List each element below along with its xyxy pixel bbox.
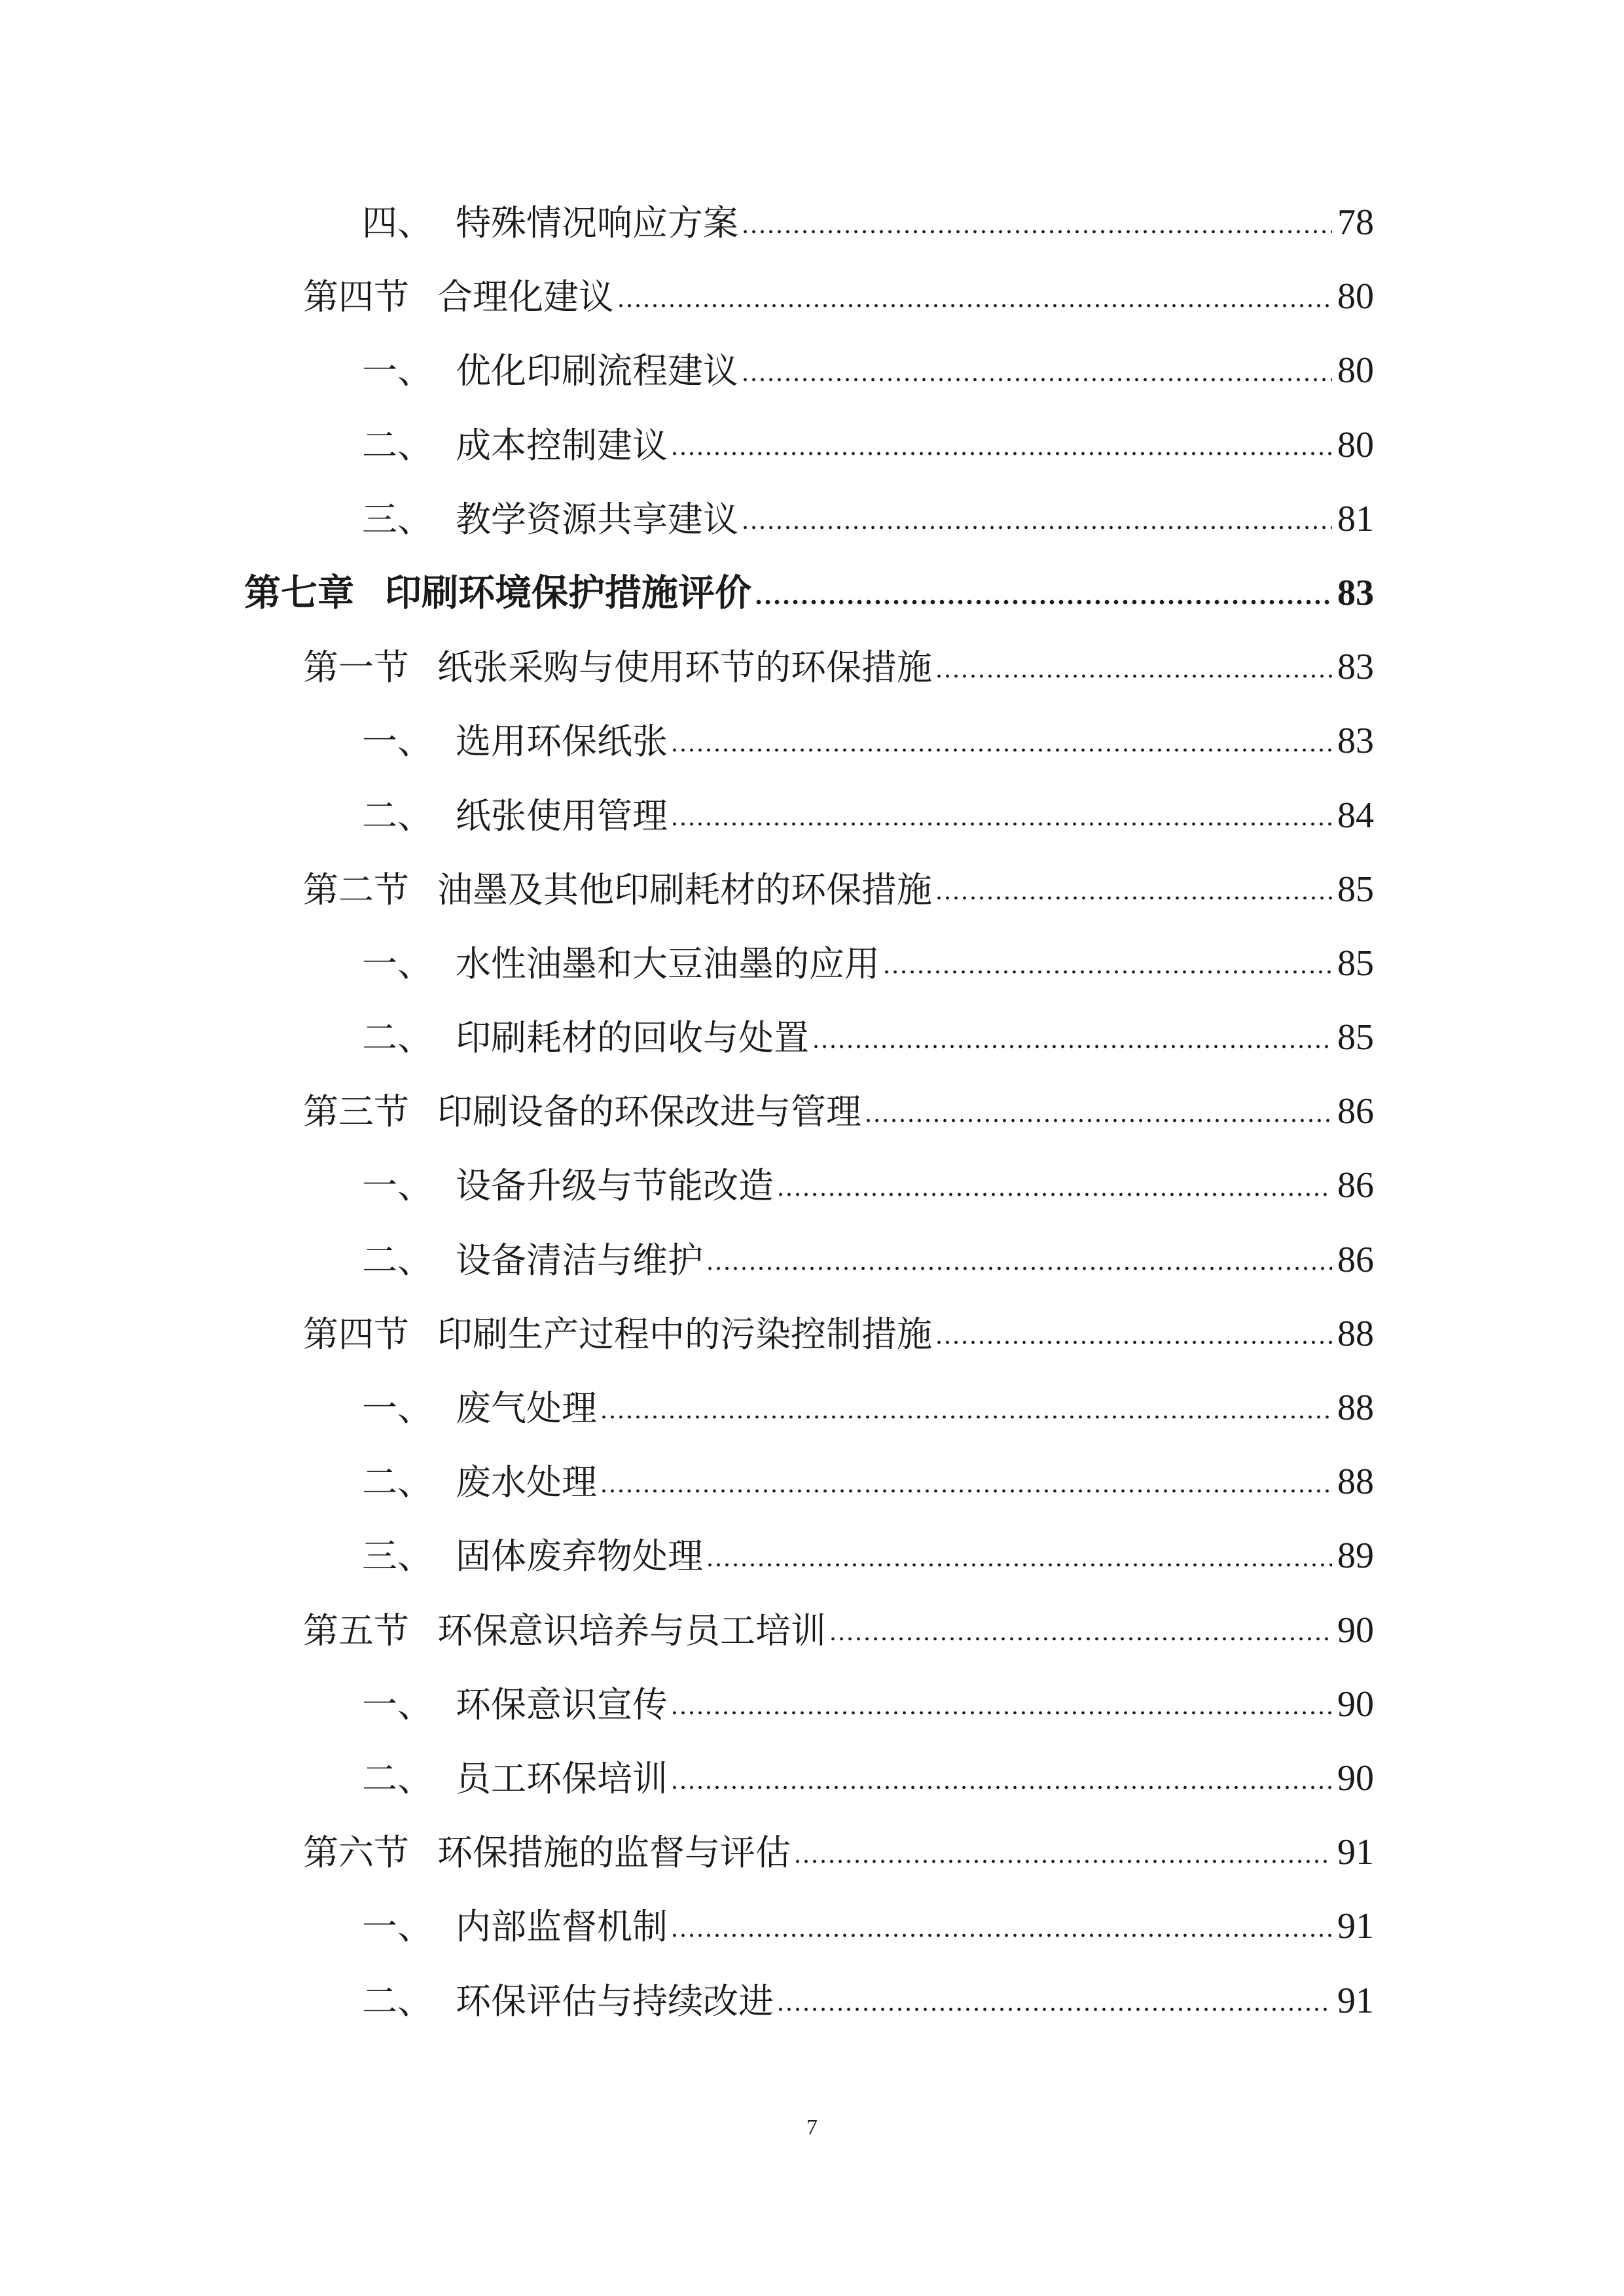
toc-entry-marker: 四、 bbox=[362, 202, 433, 243]
toc-entry-section[interactable] bbox=[0, 630, 1624, 704]
toc-entry-row bbox=[362, 334, 1374, 408]
toc-entry-row bbox=[362, 1445, 1374, 1519]
toc-entry-title: 环保意识培养与员工培训 bbox=[437, 1609, 826, 1651]
dot-leader bbox=[829, 1637, 1332, 1641]
toc-entry-title: 印刷生产过程中的污染控制措施 bbox=[437, 1313, 932, 1355]
toc-entry-page-number: 83 bbox=[1337, 647, 1374, 688]
toc-entry-page-number: 80 bbox=[1337, 276, 1374, 317]
toc-entry-item[interactable] bbox=[0, 1668, 1624, 1742]
toc-entry-row bbox=[362, 186, 1374, 260]
toc-entry-row bbox=[303, 1075, 1374, 1149]
toc-entry-title: 环保意识宣传 bbox=[456, 1683, 668, 1725]
toc-entry-item[interactable] bbox=[0, 779, 1624, 853]
toc-entry-marker: 一、 bbox=[362, 1165, 433, 1207]
toc-entry-row bbox=[303, 630, 1374, 704]
toc-entry-page-number: 81 bbox=[1337, 498, 1374, 539]
toc-entry-section[interactable] bbox=[0, 1816, 1624, 1890]
toc-entry-title: 水性油墨和大豆油墨的应用 bbox=[456, 942, 880, 984]
toc-entry-chapter[interactable] bbox=[0, 556, 1624, 630]
toc-entry-row bbox=[362, 1149, 1374, 1223]
toc-entry-title: 纸张使用管理 bbox=[456, 795, 668, 836]
toc-entry-page-number: 85 bbox=[1337, 1017, 1374, 1058]
dot-leader bbox=[935, 674, 1332, 678]
toc-entry-marker: 第二节 bbox=[303, 869, 409, 910]
toc-entry-item[interactable] bbox=[0, 1371, 1624, 1445]
toc-entry-row bbox=[362, 1519, 1374, 1593]
toc-entry-marker: 二、 bbox=[362, 1980, 433, 2022]
toc-entry-page-number: 89 bbox=[1337, 1535, 1374, 1577]
toc-entry-page-number: 90 bbox=[1337, 1683, 1374, 1725]
toc-entry-item[interactable] bbox=[0, 1149, 1624, 1223]
toc-entry-section[interactable] bbox=[0, 1297, 1624, 1371]
toc-entry-title: 废水处理 bbox=[456, 1462, 597, 1503]
toc-entry-page-number: 80 bbox=[1337, 424, 1374, 465]
toc-entry-page-number: 90 bbox=[1337, 1757, 1374, 1799]
toc-entry-row bbox=[303, 1297, 1374, 1371]
toc-entry-item[interactable] bbox=[0, 1519, 1624, 1593]
dot-leader bbox=[670, 1933, 1332, 1937]
toc-entry-page-number: 91 bbox=[1337, 1980, 1374, 2021]
toc-entry-marker: 一、 bbox=[362, 1388, 433, 1429]
toc-entry-row bbox=[362, 704, 1374, 778]
toc-entry-title: 环保评估与持续改进 bbox=[456, 1980, 774, 2022]
toc-entry-marker: 二、 bbox=[362, 1239, 433, 1281]
dot-leader bbox=[600, 1415, 1332, 1419]
toc-entry-title: 印刷设备的环保改进与管理 bbox=[437, 1091, 861, 1133]
toc-entry-section[interactable] bbox=[0, 853, 1624, 927]
toc-entry-item[interactable] bbox=[0, 1964, 1624, 2038]
dot-leader bbox=[776, 1193, 1332, 1196]
toc-entry-marker: 二、 bbox=[362, 1017, 433, 1059]
toc-entry-marker: 二、 bbox=[362, 795, 433, 836]
toc-entry-item[interactable] bbox=[0, 1001, 1624, 1075]
toc-entry-marker: 第四节 bbox=[303, 276, 409, 318]
toc-entry-title: 员工环保培训 bbox=[456, 1757, 668, 1799]
toc-entry-page-number: 88 bbox=[1337, 1462, 1374, 1503]
toc-entry-row bbox=[362, 1223, 1374, 1297]
dot-leader bbox=[776, 2007, 1332, 2011]
toc-entry-item[interactable] bbox=[0, 482, 1624, 556]
toc-entry-page-number: 80 bbox=[1337, 350, 1374, 391]
dot-leader bbox=[670, 822, 1332, 826]
dot-leader bbox=[600, 1489, 1332, 1493]
toc-entry-marker: 三、 bbox=[362, 498, 433, 540]
toc-entry-title: 特殊情况响应方案 bbox=[456, 202, 738, 243]
toc-entry-title: 纸张采购与使用环节的环保措施 bbox=[437, 647, 932, 689]
toc-entry-page-number: 86 bbox=[1337, 1165, 1374, 1206]
toc-entry-marker: 一、 bbox=[362, 1683, 433, 1725]
toc-entry-item[interactable] bbox=[0, 408, 1624, 482]
dot-leader bbox=[754, 600, 1332, 605]
toc-entry-title: 合理化建议 bbox=[437, 276, 614, 318]
toc-entry-item[interactable] bbox=[0, 1890, 1624, 1964]
toc-entry-row bbox=[362, 408, 1374, 482]
toc-entry-row bbox=[362, 779, 1374, 853]
toc-entry-marker: 一、 bbox=[362, 942, 433, 984]
toc-entry-marker: 二、 bbox=[362, 1462, 433, 1503]
toc-entry-page-number: 85 bbox=[1337, 942, 1374, 984]
dot-leader bbox=[882, 970, 1332, 974]
toc-entry-title: 内部监督机制 bbox=[456, 1906, 668, 1948]
toc-entry-row bbox=[362, 1890, 1374, 1964]
toc-entry-row bbox=[303, 853, 1374, 927]
toc-entry-marker: 第一节 bbox=[303, 647, 409, 689]
toc-entry-row bbox=[303, 1594, 1374, 1668]
toc-entry-marker: 第七章 bbox=[244, 571, 354, 615]
toc-entry-title: 选用环保纸张 bbox=[456, 721, 668, 762]
toc-entry-marker: 第六节 bbox=[303, 1832, 409, 1874]
dot-leader bbox=[741, 230, 1332, 234]
toc-entry-title: 油墨及其他印刷耗材的环保措施 bbox=[437, 869, 932, 910]
dot-leader bbox=[617, 304, 1332, 308]
toc-entry-row bbox=[362, 1001, 1374, 1075]
toc-entry-title: 固体废弃物处理 bbox=[456, 1535, 703, 1577]
toc-entry-title: 设备升级与节能改造 bbox=[456, 1165, 774, 1207]
dot-leader bbox=[706, 1266, 1332, 1270]
dot-leader bbox=[935, 896, 1332, 900]
toc-entry-item[interactable] bbox=[0, 704, 1624, 778]
toc-entry-page-number: 90 bbox=[1337, 1609, 1374, 1651]
dot-leader bbox=[670, 1785, 1332, 1789]
toc-entry-title: 环保措施的监督与评估 bbox=[437, 1832, 791, 1874]
table-of-contents bbox=[0, 186, 1624, 2038]
toc-entry-row bbox=[362, 1371, 1374, 1445]
toc-entry-page-number: 83 bbox=[1337, 721, 1374, 762]
toc-entry-page-number: 91 bbox=[1337, 1832, 1374, 1873]
toc-entry-item[interactable] bbox=[0, 1445, 1624, 1519]
toc-entry-marker: 第三节 bbox=[303, 1091, 409, 1133]
toc-entry-row bbox=[362, 927, 1374, 1001]
toc-entry-page-number: 78 bbox=[1337, 202, 1374, 243]
toc-entry-title: 印刷环境保护措施评价 bbox=[385, 571, 751, 615]
toc-entry-marker: 第四节 bbox=[303, 1313, 409, 1355]
dot-leader bbox=[670, 1711, 1332, 1715]
toc-entry-title: 教学资源共享建议 bbox=[456, 498, 738, 540]
toc-entry-section[interactable] bbox=[0, 260, 1624, 334]
toc-entry-page-number: 86 bbox=[1337, 1091, 1374, 1132]
dot-leader bbox=[793, 1859, 1332, 1863]
toc-entry-row bbox=[362, 482, 1374, 556]
toc-entry-page-number: 83 bbox=[1337, 572, 1374, 613]
toc-entry-row bbox=[362, 1742, 1374, 1816]
dot-leader bbox=[741, 378, 1332, 382]
toc-entry-item[interactable] bbox=[0, 186, 1624, 260]
toc-entry-page-number: 85 bbox=[1337, 869, 1374, 910]
toc-entry-page-number: 91 bbox=[1337, 1906, 1374, 1947]
toc-entry-marker: 一、 bbox=[362, 1906, 433, 1948]
toc-entry-row bbox=[244, 556, 1374, 630]
toc-entry-title: 成本控制建议 bbox=[456, 424, 668, 466]
toc-entry-row bbox=[303, 260, 1374, 334]
toc-entry-row bbox=[362, 1668, 1374, 1742]
toc-entry-marker: 一、 bbox=[362, 721, 433, 762]
dot-leader bbox=[706, 1563, 1332, 1567]
toc-entry-marker: 第五节 bbox=[303, 1609, 409, 1651]
toc-entry-page-number: 88 bbox=[1337, 1388, 1374, 1428]
dot-leader bbox=[935, 1340, 1332, 1344]
toc-entry-section[interactable] bbox=[0, 1594, 1624, 1668]
toc-entry-item[interactable] bbox=[0, 334, 1624, 408]
toc-entry-section[interactable] bbox=[0, 1075, 1624, 1149]
toc-entry-title: 印刷耗材的回收与处置 bbox=[456, 1017, 809, 1059]
dot-leader bbox=[812, 1045, 1332, 1049]
toc-entry-marker: 二、 bbox=[362, 1757, 433, 1799]
dot-leader bbox=[864, 1119, 1332, 1122]
toc-entry-row bbox=[362, 1964, 1374, 2038]
toc-entry-row bbox=[303, 1816, 1374, 1890]
toc-entry-item[interactable] bbox=[0, 927, 1624, 1001]
dot-leader bbox=[670, 748, 1332, 752]
dot-leader bbox=[741, 526, 1332, 529]
toc-entry-page-number: 84 bbox=[1337, 795, 1374, 836]
dot-leader bbox=[670, 452, 1332, 456]
toc-entry-title: 优化印刷流程建议 bbox=[456, 350, 738, 392]
toc-entry-page-number: 88 bbox=[1337, 1313, 1374, 1354]
page-number: 7 bbox=[806, 2115, 818, 2140]
toc-entry-marker: 三、 bbox=[362, 1535, 433, 1577]
toc-entry-title: 设备清洁与维护 bbox=[456, 1239, 703, 1281]
toc-entry-title: 废气处理 bbox=[456, 1388, 597, 1429]
toc-entry-item[interactable] bbox=[0, 1742, 1624, 1816]
toc-entry-item[interactable] bbox=[0, 1223, 1624, 1297]
toc-entry-page-number: 86 bbox=[1337, 1239, 1374, 1280]
toc-entry-marker: 一、 bbox=[362, 350, 433, 392]
toc-entry-marker: 二、 bbox=[362, 424, 433, 466]
